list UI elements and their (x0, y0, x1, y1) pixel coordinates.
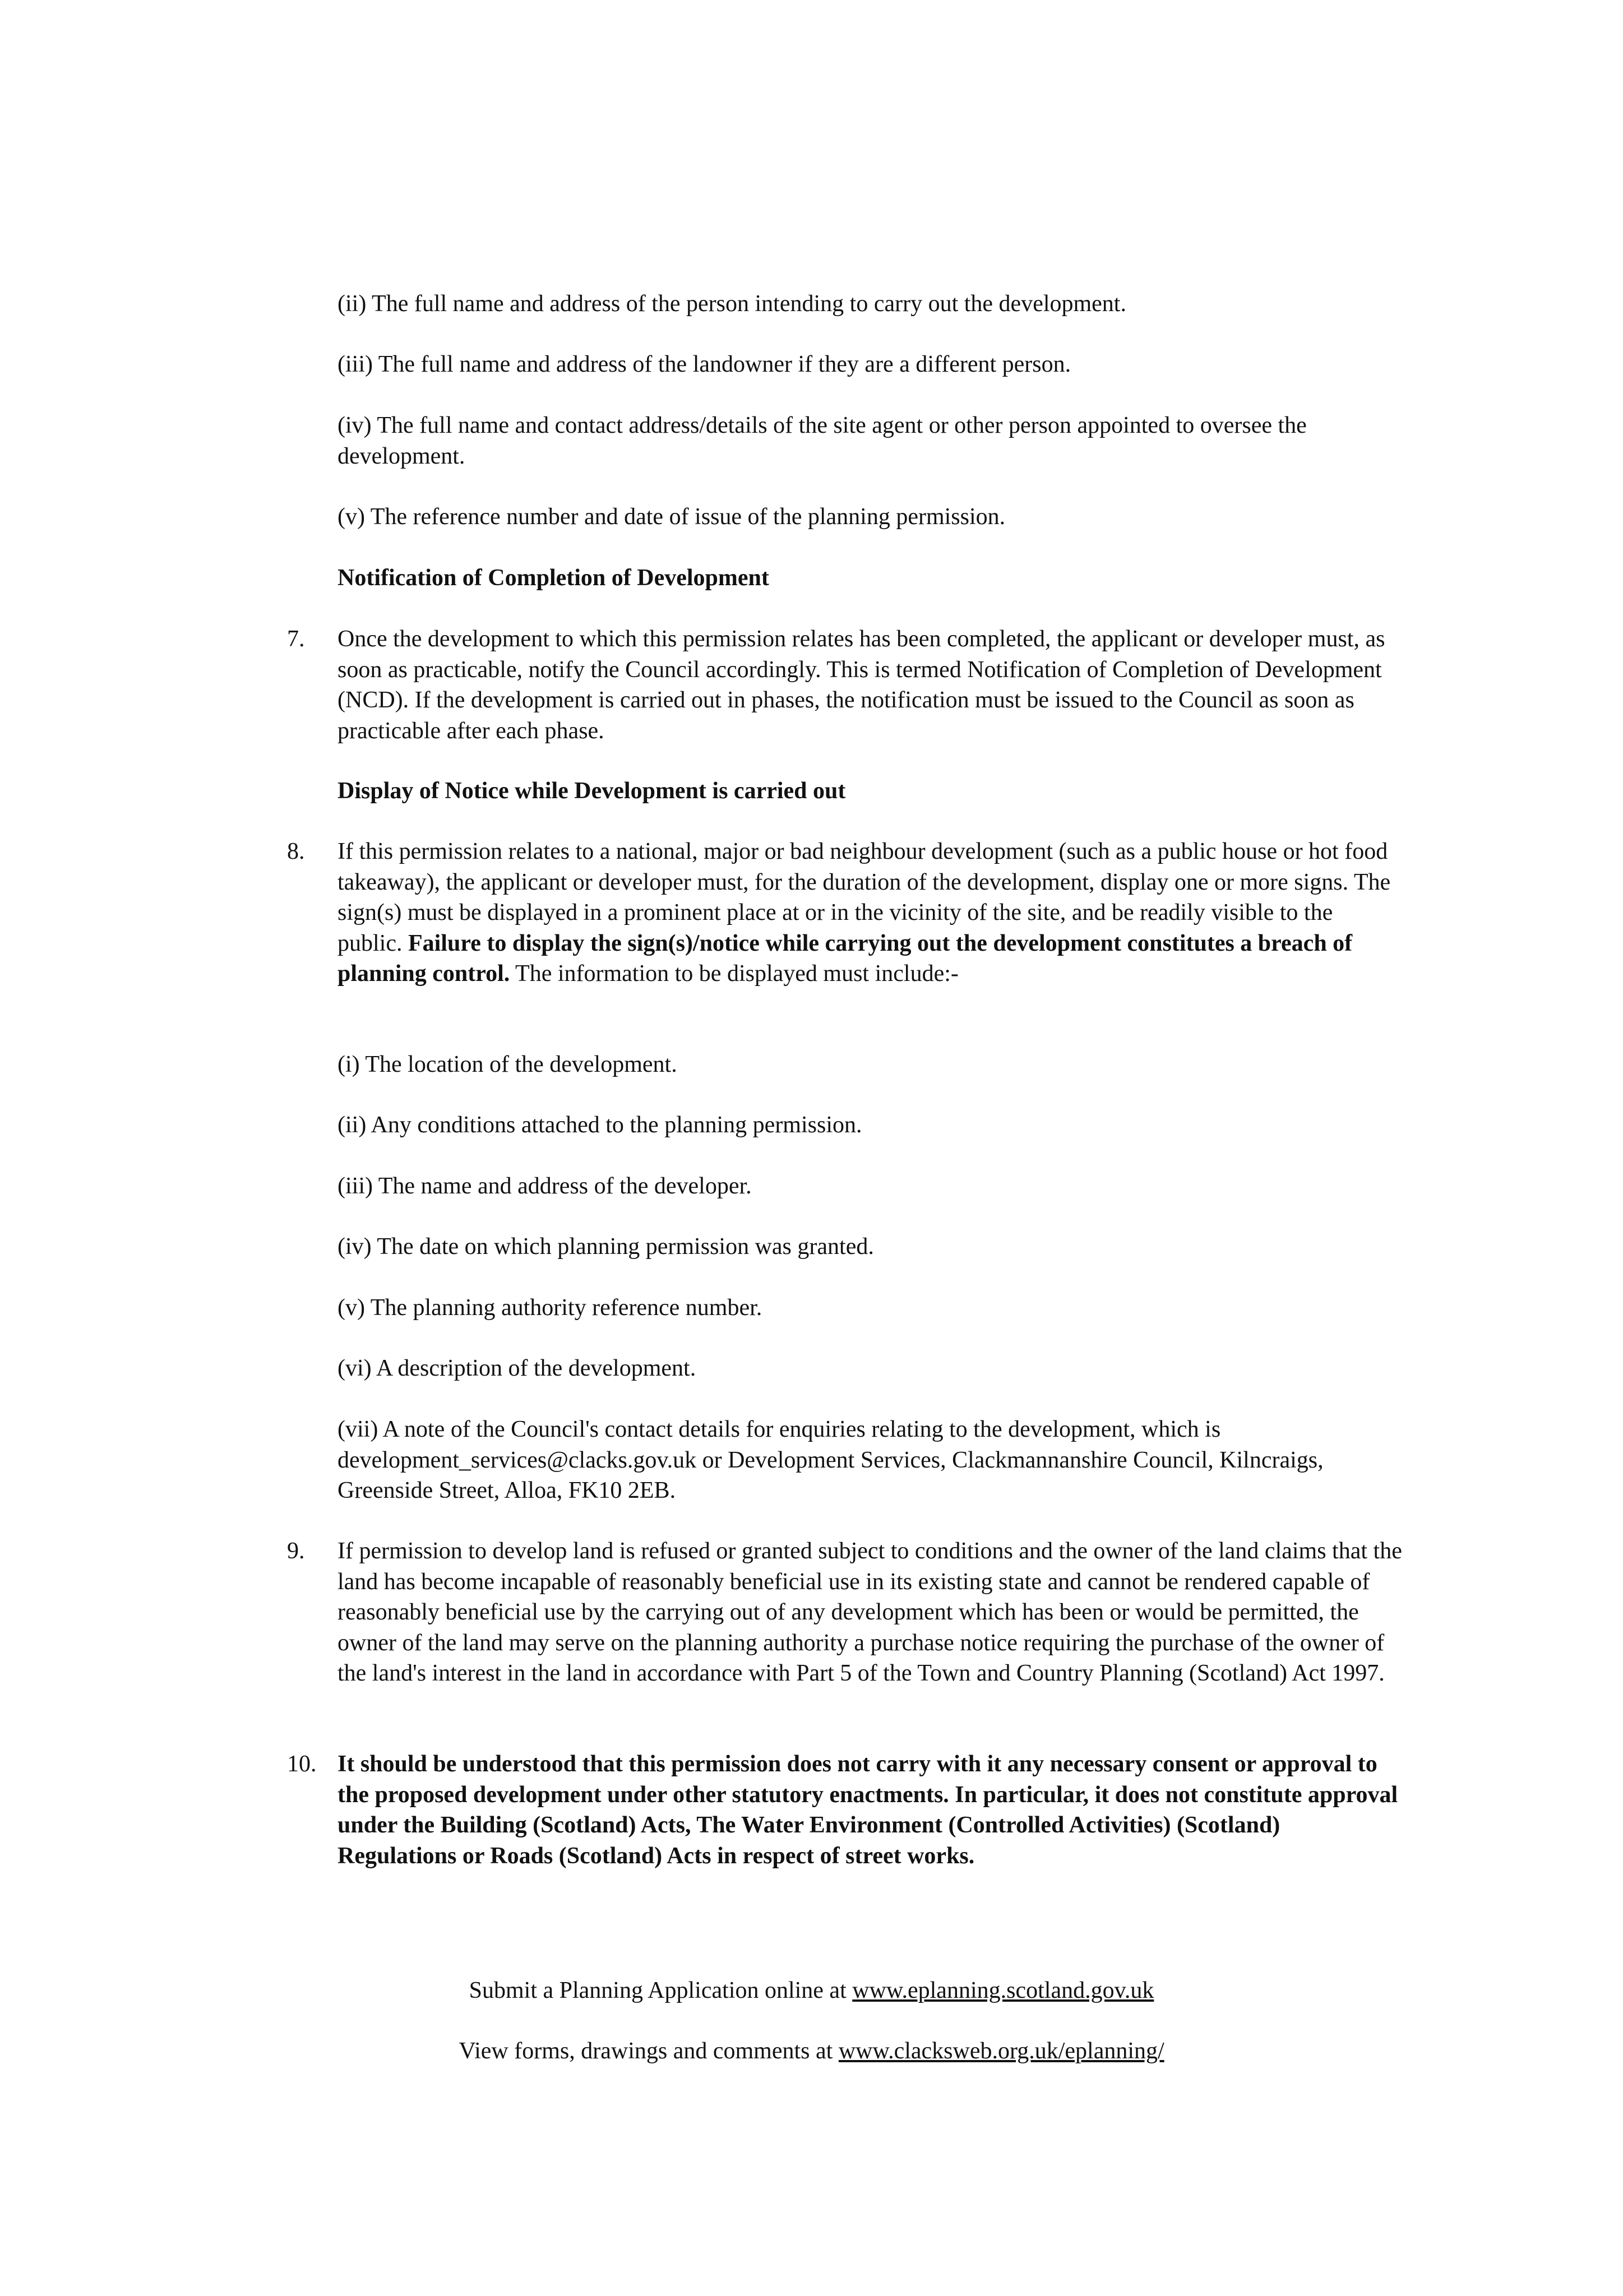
heading-notification-completion: Notification of Completion of Development (337, 565, 769, 591)
notice-item-vii: (vii) A note of the Council's contact details for enquiries relating to the development, which is development_services@clacks.gov.uk or Development Services, Clackmannanshire Council, Kilncraigs, Greenside Street, Alloa, FK10 2EB. (337, 1417, 1324, 1503)
item-7-number: 7. (287, 626, 305, 652)
item-8-text-bold: Failure to display the sign(s)/notice while carrying out the development constitutes a breach of planning control. (337, 930, 1353, 987)
notice-item-i: (i) The location of the development. (337, 1052, 677, 1077)
notice-item-v: (v) The planning authority reference number. (337, 1295, 762, 1321)
sub-item-iv-site-agent: (iv) The full name and contact address/details of the site agent or other person appointed to oversee the development. (337, 413, 1307, 469)
footer-view-text: View forms, drawings and comments at (459, 2038, 839, 2064)
item-10-text: It should be understood that this permission does not carry with it any necessary consent or approval to the proposed development under other statutory enactments. In particular, it does not constitute approval under the Building (Scotland) Acts, The Water Environment (Controlled Activities) (Scotland) Regulations or Roads (Scotland) Acts in respect of street works. (337, 1751, 1398, 1869)
sub-item-v-reference: (v) The reference number and date of issue of the planning permission. (337, 504, 1006, 530)
footer-submit-text: Submit a Planning Application online at (469, 1978, 853, 2003)
footer-clacksweb-link[interactable]: www.clacksweb.org.uk/eplanning/ (838, 2038, 1164, 2064)
item-8-text-after: The information to be displayed must include:- (510, 961, 959, 987)
item-8-text-before: If this permission relates to a national, major or bad neighbour development (such as a public house or hot food takeaway), the applicant or developer must, for the duration of the development, display one or more signs. The sign(s) must be displayed in a prominent place at or in the vicinity of the site, and be readily visible to the public. (337, 839, 1391, 956)
item-8-number: 8. (287, 839, 305, 864)
notice-item-iv: (iv) The date on which planning permission was granted. (337, 1234, 874, 1260)
item-9-number: 9. (287, 1538, 305, 1564)
sub-item-iii-landowner: (iii) The full name and address of the landowner if they are a different person. (337, 351, 1071, 377)
notice-item-vi: (vi) A description of the development. (337, 1355, 696, 1381)
item-7-text: Once the development to which this permission relates has been completed, the applicant or developer must, as soon as practicable, notify the Council accordingly. This is termed Notification of Completion of Development (NCD). If the development is carried out in phases, the notification must be issued to the Council as soon as practicable after each phase. (337, 626, 1385, 744)
item-8-text (337, 836, 1403, 989)
footer-view-line (0, 2036, 1623, 2067)
footer-submit-line (0, 1975, 1623, 2006)
notice-item-ii: (ii) Any conditions attached to the planning permission. (337, 1112, 862, 1138)
notice-item-iii: (iii) The name and address of the developer. (337, 1173, 752, 1199)
item-10-number: 10. (287, 1751, 317, 1777)
item-9-text: If permission to develop land is refused or granted subject to conditions and the owner of the land claims that the land has become incapable of reasonably beneficial use in its existing state and cannot be rendered capable of reasonably beneficial use by the carrying out of any development which has been or would be permitted, the owner of the land may serve on the planning authority a purchase notice requiring the purchase of the owner of the land's interest in the land in accordance with Part 5 of the Town and Country Planning (Scotland) Act 1997. (337, 1538, 1402, 1686)
heading-display-notice: Display of Notice while Development is carried out (337, 778, 846, 804)
footer-eplanning-link[interactable]: www.eplanning.scotland.gov.uk (852, 1978, 1154, 2003)
sub-item-ii-developer: (ii) The full name and address of the person intending to carry out the development. (337, 291, 1126, 317)
